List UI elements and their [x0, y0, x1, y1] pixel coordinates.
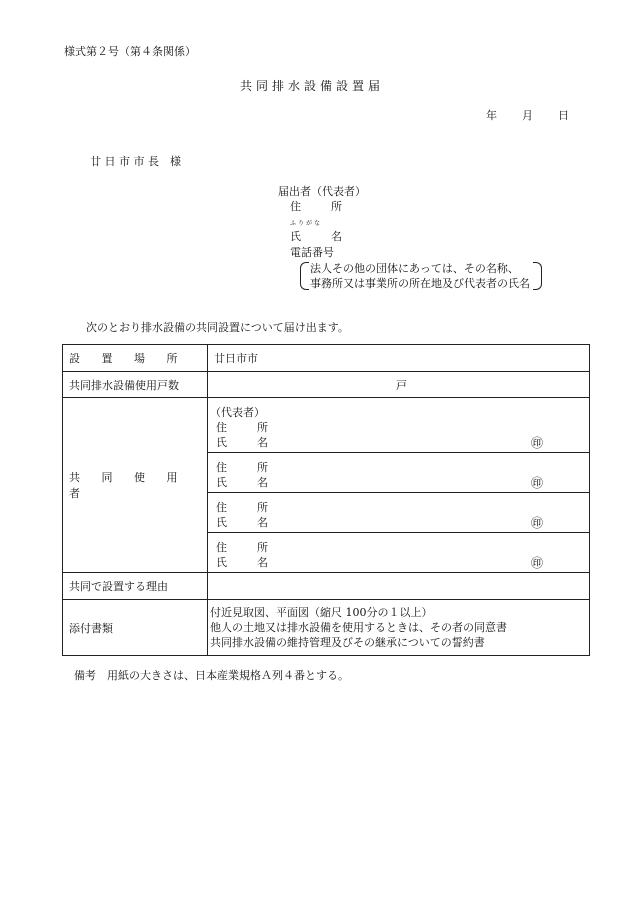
user-name-label: 氏 名: [216, 436, 268, 449]
seal-mark: ㊞: [530, 556, 543, 570]
user-entry[interactable]: [208, 533, 589, 572]
attachments-label: 添付書類: [63, 600, 208, 656]
user-entry[interactable]: [208, 398, 589, 453]
attachment-item: 共同排水設備の維持管理及びその継承についての誓約書: [210, 636, 485, 649]
remark: 備考 用紙の大きさは、日本産業規格Ａ列４番とする。: [74, 669, 349, 682]
furigana-label: ふりがな: [290, 220, 323, 227]
users-cell: [208, 398, 590, 573]
location-label: 設 置 場 所: [63, 345, 208, 372]
application-table: [62, 344, 590, 656]
addressee: 廿 日 市 市 長 様: [90, 155, 181, 168]
user-name-label: 氏 名: [216, 476, 268, 489]
user-entry[interactable]: [208, 493, 589, 533]
table-row-households: [63, 372, 590, 398]
users-label: 共 同 使 用 者: [63, 398, 208, 573]
date-day: 日: [558, 109, 569, 122]
applicant-note-line1: 法人その他の団体にあっては、その名称、: [310, 262, 519, 275]
seal-mark: ㊞: [530, 476, 543, 490]
applicant-name-label: 氏 名: [290, 230, 342, 243]
applicant-heading: 届出者（代表者）: [278, 185, 366, 198]
applicant-phone-label: 電話番号: [290, 246, 334, 259]
applicant-address-label: 住 所: [290, 200, 342, 213]
table-row-location: [63, 345, 590, 372]
note-bracket-left: [300, 262, 309, 290]
households-value[interactable]: [208, 372, 590, 398]
user-address-label: 住 所: [216, 461, 268, 474]
form-title: 共同排水設備設置届: [240, 79, 385, 93]
table-row-reason: [63, 573, 590, 600]
reason-label: 共同で設置する理由: [63, 573, 208, 600]
user-address-label: 住 所: [216, 421, 268, 434]
attachment-item: 他人の土地又は排水設備を使用するときは、その者の同意書: [210, 621, 507, 634]
table-row-attachments: [63, 600, 590, 656]
seal-mark: ㊞: [530, 516, 543, 530]
form-number: 様式第２号（第４条関係）: [64, 45, 196, 58]
user-address-label: 住 所: [216, 501, 268, 514]
date-year: 年: [486, 109, 497, 122]
user-entry[interactable]: [208, 453, 589, 493]
date-month: 月: [522, 109, 533, 122]
households-unit: 戸: [396, 378, 407, 392]
intro-text: 次のとおり排水設備の共同設置について届け出ます。: [86, 321, 349, 334]
households-label: 共同排水設備使用戸数: [63, 372, 208, 398]
user-name-label: 氏 名: [216, 516, 268, 529]
table-row-users: [63, 398, 590, 573]
attachments-list: [208, 600, 590, 656]
user-address-label: 住 所: [216, 541, 268, 554]
applicant-note-line2: 事務所又は事業所の所在地及び代表者の氏名: [310, 277, 530, 290]
seal-mark: ㊞: [530, 436, 543, 450]
location-value[interactable]: 廿日市市: [208, 345, 590, 372]
note-bracket-right: [533, 262, 542, 290]
user-name-label: 氏 名: [216, 556, 268, 569]
representative-label: （代表者）: [210, 406, 265, 419]
attachment-item: 付近見取図、平面図（縮尺 100分の１以上）: [210, 606, 433, 619]
reason-value[interactable]: [208, 573, 590, 600]
